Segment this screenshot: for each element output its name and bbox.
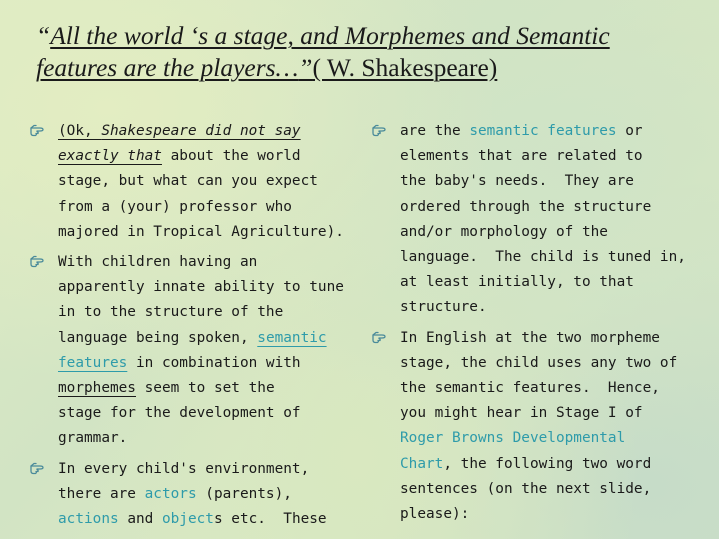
bullet-text — [58, 457, 360, 533]
bullet-text — [58, 250, 360, 452]
bullet-item — [30, 119, 360, 245]
bullet-line — [58, 169, 360, 194]
text-segment: or — [616, 123, 643, 139]
text-segment: in combination with — [127, 354, 301, 371]
pointing-hand-icon — [372, 329, 390, 345]
bullet-line — [400, 426, 712, 451]
title-quote-line-2: features are the players… — [36, 53, 299, 82]
bullet-text — [400, 119, 712, 321]
bullet-line — [400, 295, 712, 320]
keyword-text: actions — [58, 511, 119, 528]
keyword-text: features — [58, 354, 128, 371]
bullet-line — [58, 275, 360, 300]
text-segment: please): — [400, 506, 470, 523]
title-line-2 — [36, 52, 696, 84]
bullet-line — [58, 482, 360, 507]
text-segment: there are — [58, 485, 145, 502]
text-segment: ordered through the structure — [400, 198, 652, 215]
text-segment: structure. — [400, 299, 487, 316]
text-segment: the semantic features. Hence, — [400, 380, 660, 397]
title-quote-line-1: All the world ‘s a stage, and Morphemes and Semantic — [50, 21, 610, 50]
text-segment: and — [118, 511, 162, 528]
bullet-line — [58, 401, 360, 426]
pointing-hand-icon — [30, 122, 48, 138]
pointing-hand-icon — [372, 122, 390, 138]
bullet-line — [400, 477, 712, 502]
text-segment: language. The child is tuned in, — [400, 249, 686, 266]
text-segment: morphemes — [58, 380, 136, 397]
keyword-text: semantic features — [469, 123, 617, 139]
text-segment: stage for the development of — [58, 405, 301, 422]
text-segment: apparently innate ability to tune — [58, 279, 344, 296]
bullet-line — [400, 401, 712, 426]
bullet-text — [58, 119, 360, 245]
bullet-line — [58, 326, 360, 351]
bullet-line — [400, 220, 712, 245]
title-attribution: ( W. Shakespeare) — [312, 53, 498, 82]
keyword-text: object — [161, 511, 214, 528]
text-segment: you might hear in Stage I of — [400, 405, 643, 422]
text-segment: language being spoken, — [58, 329, 258, 346]
bullet-line — [400, 376, 712, 401]
bullet-line — [58, 300, 360, 325]
text-segment: (parents), — [196, 485, 292, 502]
text-segment: stage, but what can you expect — [58, 173, 318, 190]
bullet-line — [400, 502, 712, 527]
pointing-hand-icon — [30, 253, 48, 269]
bullet-line — [400, 119, 712, 144]
text-segment: In English at the two morpheme — [400, 329, 660, 346]
pointing-hand-icon — [30, 460, 48, 476]
text-segment: are the — [400, 123, 470, 139]
text-segment: seem to set the — [135, 380, 275, 397]
bullet-line — [58, 426, 360, 451]
bullet-line — [58, 351, 360, 376]
bullet-item — [372, 326, 712, 528]
text-segment: stage, the child uses any two of — [400, 354, 678, 371]
bullet-line — [58, 195, 360, 220]
title-close-quote: ” — [298, 53, 313, 82]
text-segment: sentences (on the next slide, — [400, 480, 652, 497]
text-segment: exactly that — [58, 148, 162, 165]
text-segment: the baby's needs. They are — [400, 173, 634, 190]
bullet-line — [400, 144, 712, 169]
text-segment: majored in Tropical Agriculture). — [58, 223, 344, 240]
text-segment: and/or morphology of the — [400, 223, 608, 240]
keyword-text: actors — [144, 485, 197, 502]
keyword-text: semantic — [257, 329, 327, 346]
text-segment: , the following two word — [443, 455, 652, 472]
bullet-line — [58, 457, 360, 482]
text-segment: (Ok, — [58, 123, 102, 139]
slide-title — [36, 20, 696, 84]
text-segment: grammar. — [58, 430, 128, 447]
text-segment: s etc. These — [213, 511, 327, 528]
bullet-line — [400, 270, 712, 295]
bullet-line — [58, 220, 360, 245]
bullet-line — [400, 245, 712, 270]
bullet-line — [58, 376, 360, 401]
bullet-item — [30, 250, 360, 452]
bullet-line — [400, 326, 712, 351]
bullet-line — [58, 119, 360, 144]
text-segment: at least initially, to that — [400, 274, 634, 291]
bullet-line — [58, 144, 360, 169]
title-open-quote: “ — [36, 21, 51, 50]
bullet-text — [400, 326, 712, 528]
bullet-line — [58, 250, 360, 275]
text-segment: Shakespeare did not say — [101, 123, 301, 139]
bullet-line — [400, 169, 712, 194]
text-segment: about the world — [161, 148, 301, 165]
keyword-text: Roger Browns Developmental — [400, 430, 626, 447]
text-segment: In every child's environment, — [58, 460, 310, 477]
bullet-line — [400, 452, 712, 477]
text-segment: in to the structure of the — [58, 304, 284, 321]
title-line-1 — [36, 20, 696, 52]
bullet-line — [400, 351, 712, 376]
keyword-text: Chart — [400, 455, 444, 472]
text-segment: from a (your) professor who — [58, 198, 292, 215]
text-segment: elements that are related to — [400, 148, 643, 165]
bullet-item — [30, 457, 360, 533]
right-column — [372, 119, 712, 532]
left-column — [30, 119, 360, 537]
bullet-line — [400, 195, 712, 220]
text-segment: With children having an — [58, 254, 258, 271]
bullet-item — [372, 119, 712, 321]
bullet-line — [58, 507, 360, 532]
